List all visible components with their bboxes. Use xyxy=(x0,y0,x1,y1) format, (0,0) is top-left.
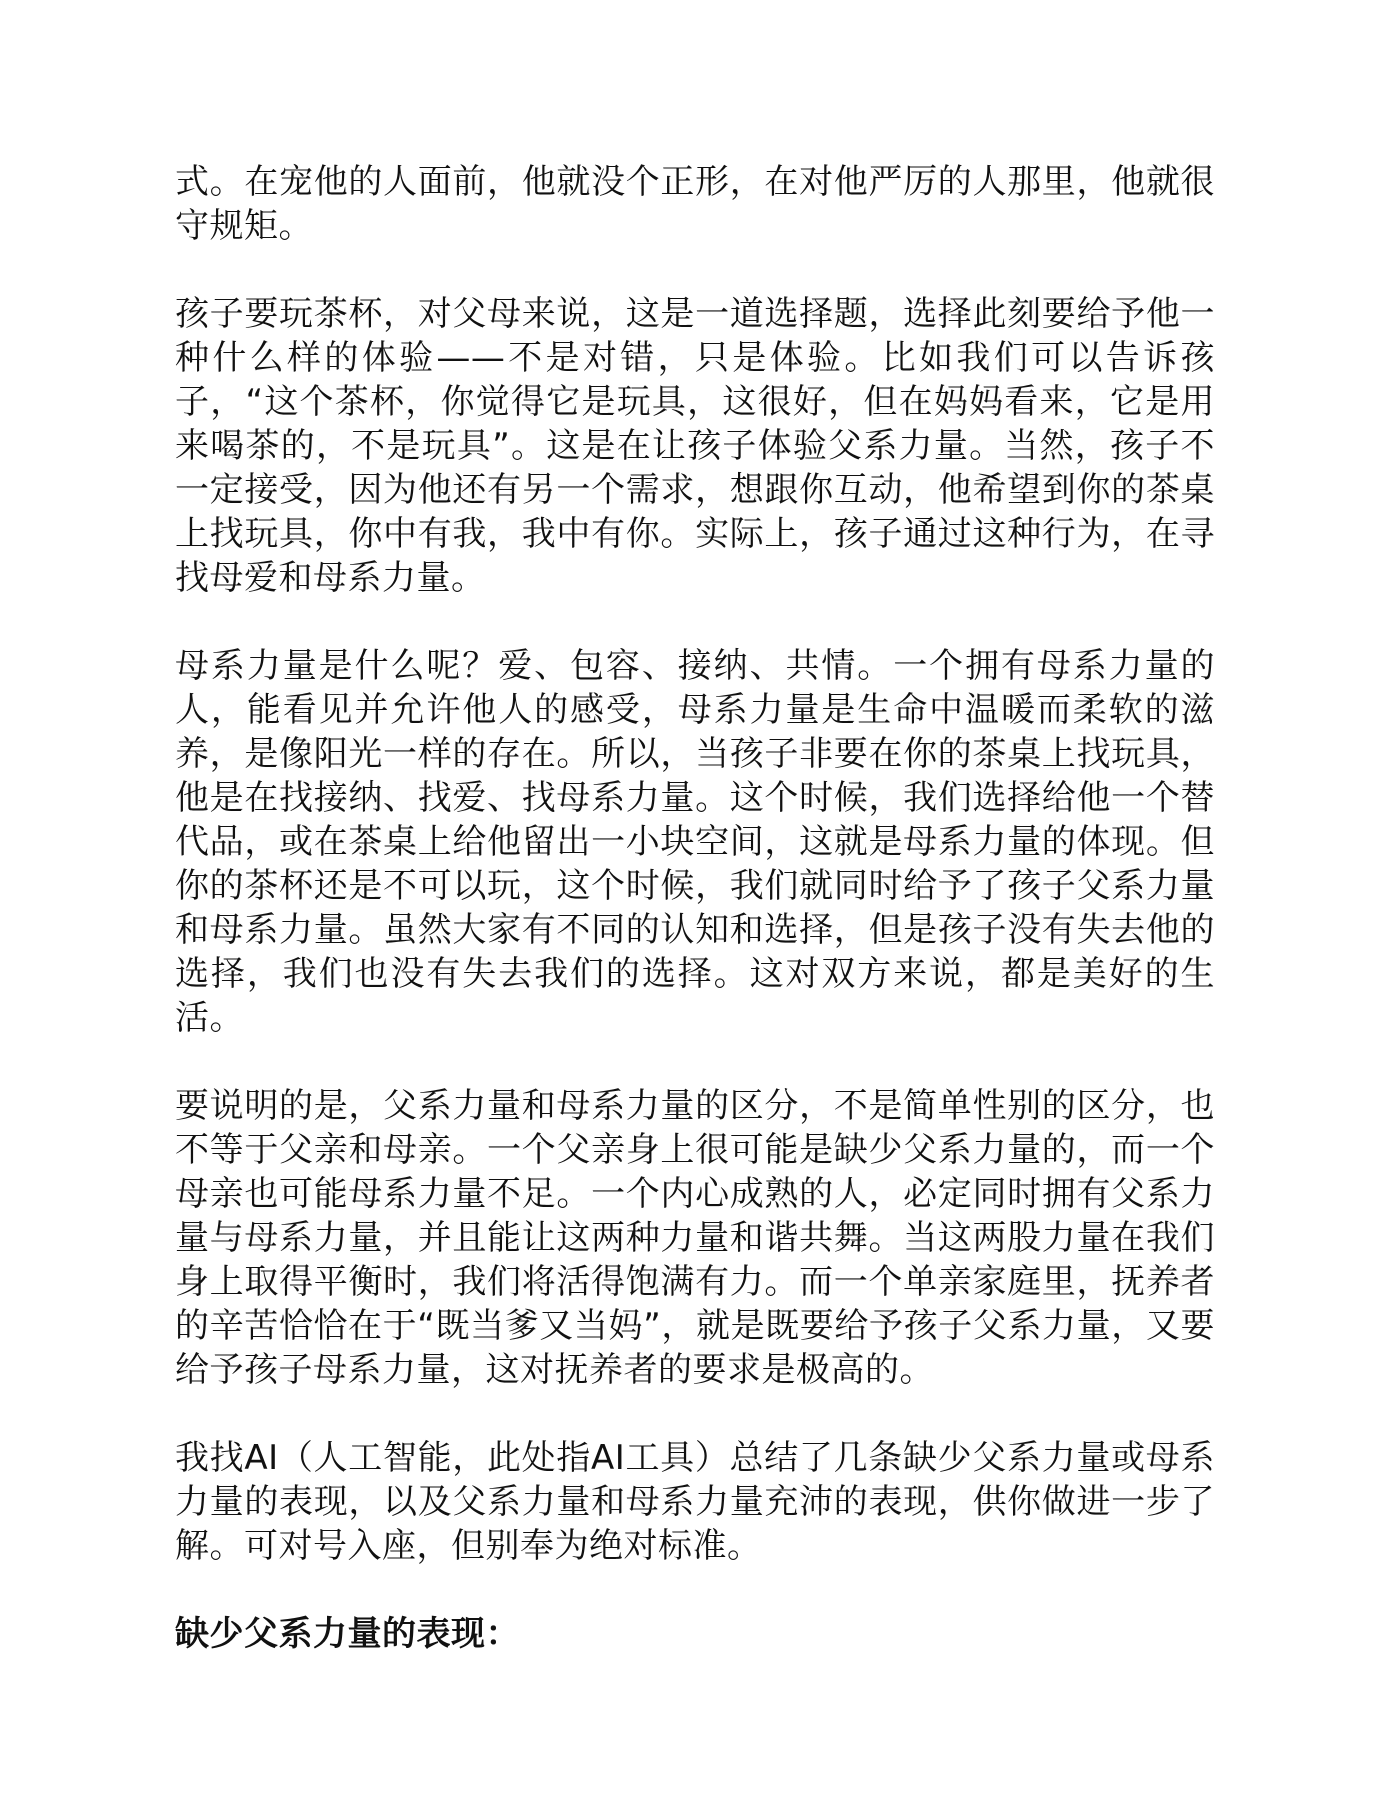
paragraph-3: 母系力量是什么呢？爱、包容、接纳、共情。一个拥有母系力量的人，能看见并允许他人的感受，母系力量是生命中温暖而柔软的滋养，是像阳光一样的存在。所以，当孩子非要在你的茶桌上找玩具，他是在找接纳、找爱、找母系力量。这个时候，我们选择给他一个替代品，或在茶桌上给他留出一小块空间，这就是母系力量的体现。但你的茶杯还是不可以玩，这个时候，我们就同时给予了孩子父系力量和母系力量。虽然大家有不同的认知和选择，但是孩子没有失去他的选择，我们也没有失去我们的选择。这对双方来说，都是美好的生活。 xyxy=(175,646,1215,1038)
document-page xyxy=(175,160,1215,1656)
paragraph-5: 我找AI（人工智能，此处指AI工具）总结了几条缺少父系力量或母系力量的表现，以及父系力量和母系力量充沛的表现，供你做进一步了解。可对号入座，但别奉为绝对标准。 xyxy=(175,1438,1215,1566)
paragraph-4: 要说明的是，父系力量和母系力量的区分，不是简单性别的区分，也不等于父亲和母亲。一个父亲身上很可能是缺少父系力量的，而一个母亲也可能母系力量不足。一个内心成熟的人，必定同时拥有父系力量与母系力量，并且能让这两种力量和谐共舞。当这两股力量在我们身上取得平衡时，我们将活得饱满有力。而一个单亲家庭里，抚养者的辛苦恰恰在于“既当爹又当妈”，就是既要给予孩子父系力量，又要给予孩子母系力量，这对抚养者的要求是极高的。 xyxy=(175,1086,1215,1390)
section-heading: 缺少父系力量的表现： xyxy=(175,1614,520,1654)
paragraph-1: 式。在宠他的人面前，他就没个正形，在对他严厉的人那里，他就很守规矩。 xyxy=(175,162,1215,246)
paragraph-2: 孩子要玩茶杯，对父母来说，这是一道选择题，选择此刻要给予他一种什么样的体验——不是对错，只是体验。比如我们可以告诉孩子，“这个茶杯，你觉得它是玩具，这很好，但在妈妈看来，它是用来喝茶的，不是玩具”。这是在让孩子体验父系力量。当然，孩子不一定接受，因为他还有另一个需求，想跟你互动，他希望到你的茶桌上找玩具，你中有我，我中有你。实际上，孩子通过这种行为，在寻找母爱和母系力量。 xyxy=(175,294,1215,598)
